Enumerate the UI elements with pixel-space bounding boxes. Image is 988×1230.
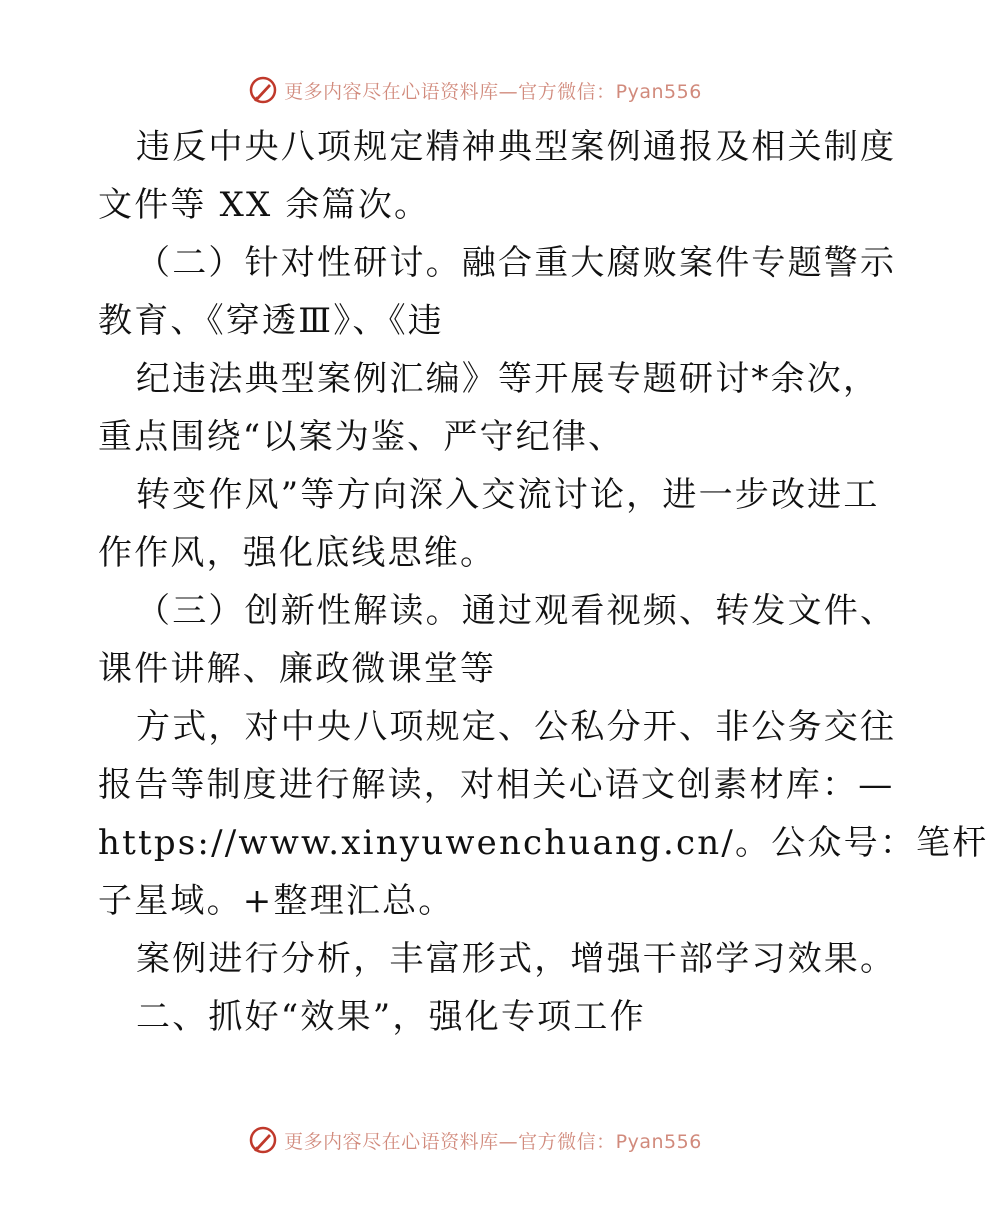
section-heading: 二、抓好“效果”，强化专项工作 <box>136 997 646 1037</box>
body-line: （二）针对性研讨。融合重大腐败案件专题警示 <box>136 243 897 283</box>
document-body <box>98 118 988 1046</box>
body-line: 报告等制度进行解读，对相关心语文创素材库：— <box>98 765 895 805</box>
body-line: 转变作风”等方向深入交流讨论，进一步改进工 <box>136 475 880 515</box>
quill-logo-icon <box>248 1125 278 1155</box>
body-line: （三）创新性解读。通过观看视频、转发文件、 <box>136 591 897 631</box>
body-line: 文件等 XX 余篇次。 <box>98 185 431 225</box>
body-line: 案例进行分析，丰富形式，增强干部学习效果。 <box>136 939 897 979</box>
body-line: 子星域。+整理汇总。 <box>98 881 455 921</box>
body-line: 教育、《穿透Ⅲ》、《违 <box>98 301 444 341</box>
body-line: 作作风，强化底线思维。 <box>98 533 497 573</box>
footer-watermark-text: 更多内容尽在心语资料库—官方微信：Pyan556 <box>284 1130 702 1153</box>
body-line: 纪违法典型案例汇编》等开展专题研讨*余次， <box>136 359 880 399</box>
quill-logo-icon <box>248 75 278 105</box>
header-watermark-text: 更多内容尽在心语资料库—官方微信：Pyan556 <box>284 80 702 103</box>
body-line: 违反中央八项规定精神典型案例通报及相关制度 <box>136 127 897 167</box>
header-watermark <box>0 70 950 110</box>
body-line: 重点围绕“以案为鉴、严守纪律、 <box>98 417 625 457</box>
body-line-url: https://www.xinyuwenchuang.cn/。公众号：笔杆 <box>98 823 988 863</box>
body-line: 课件讲解、廉政微课堂等 <box>98 649 497 689</box>
body-line: 方式，对中央八项规定、公私分开、非公务交往 <box>136 707 897 747</box>
footer-watermark <box>0 1120 950 1160</box>
